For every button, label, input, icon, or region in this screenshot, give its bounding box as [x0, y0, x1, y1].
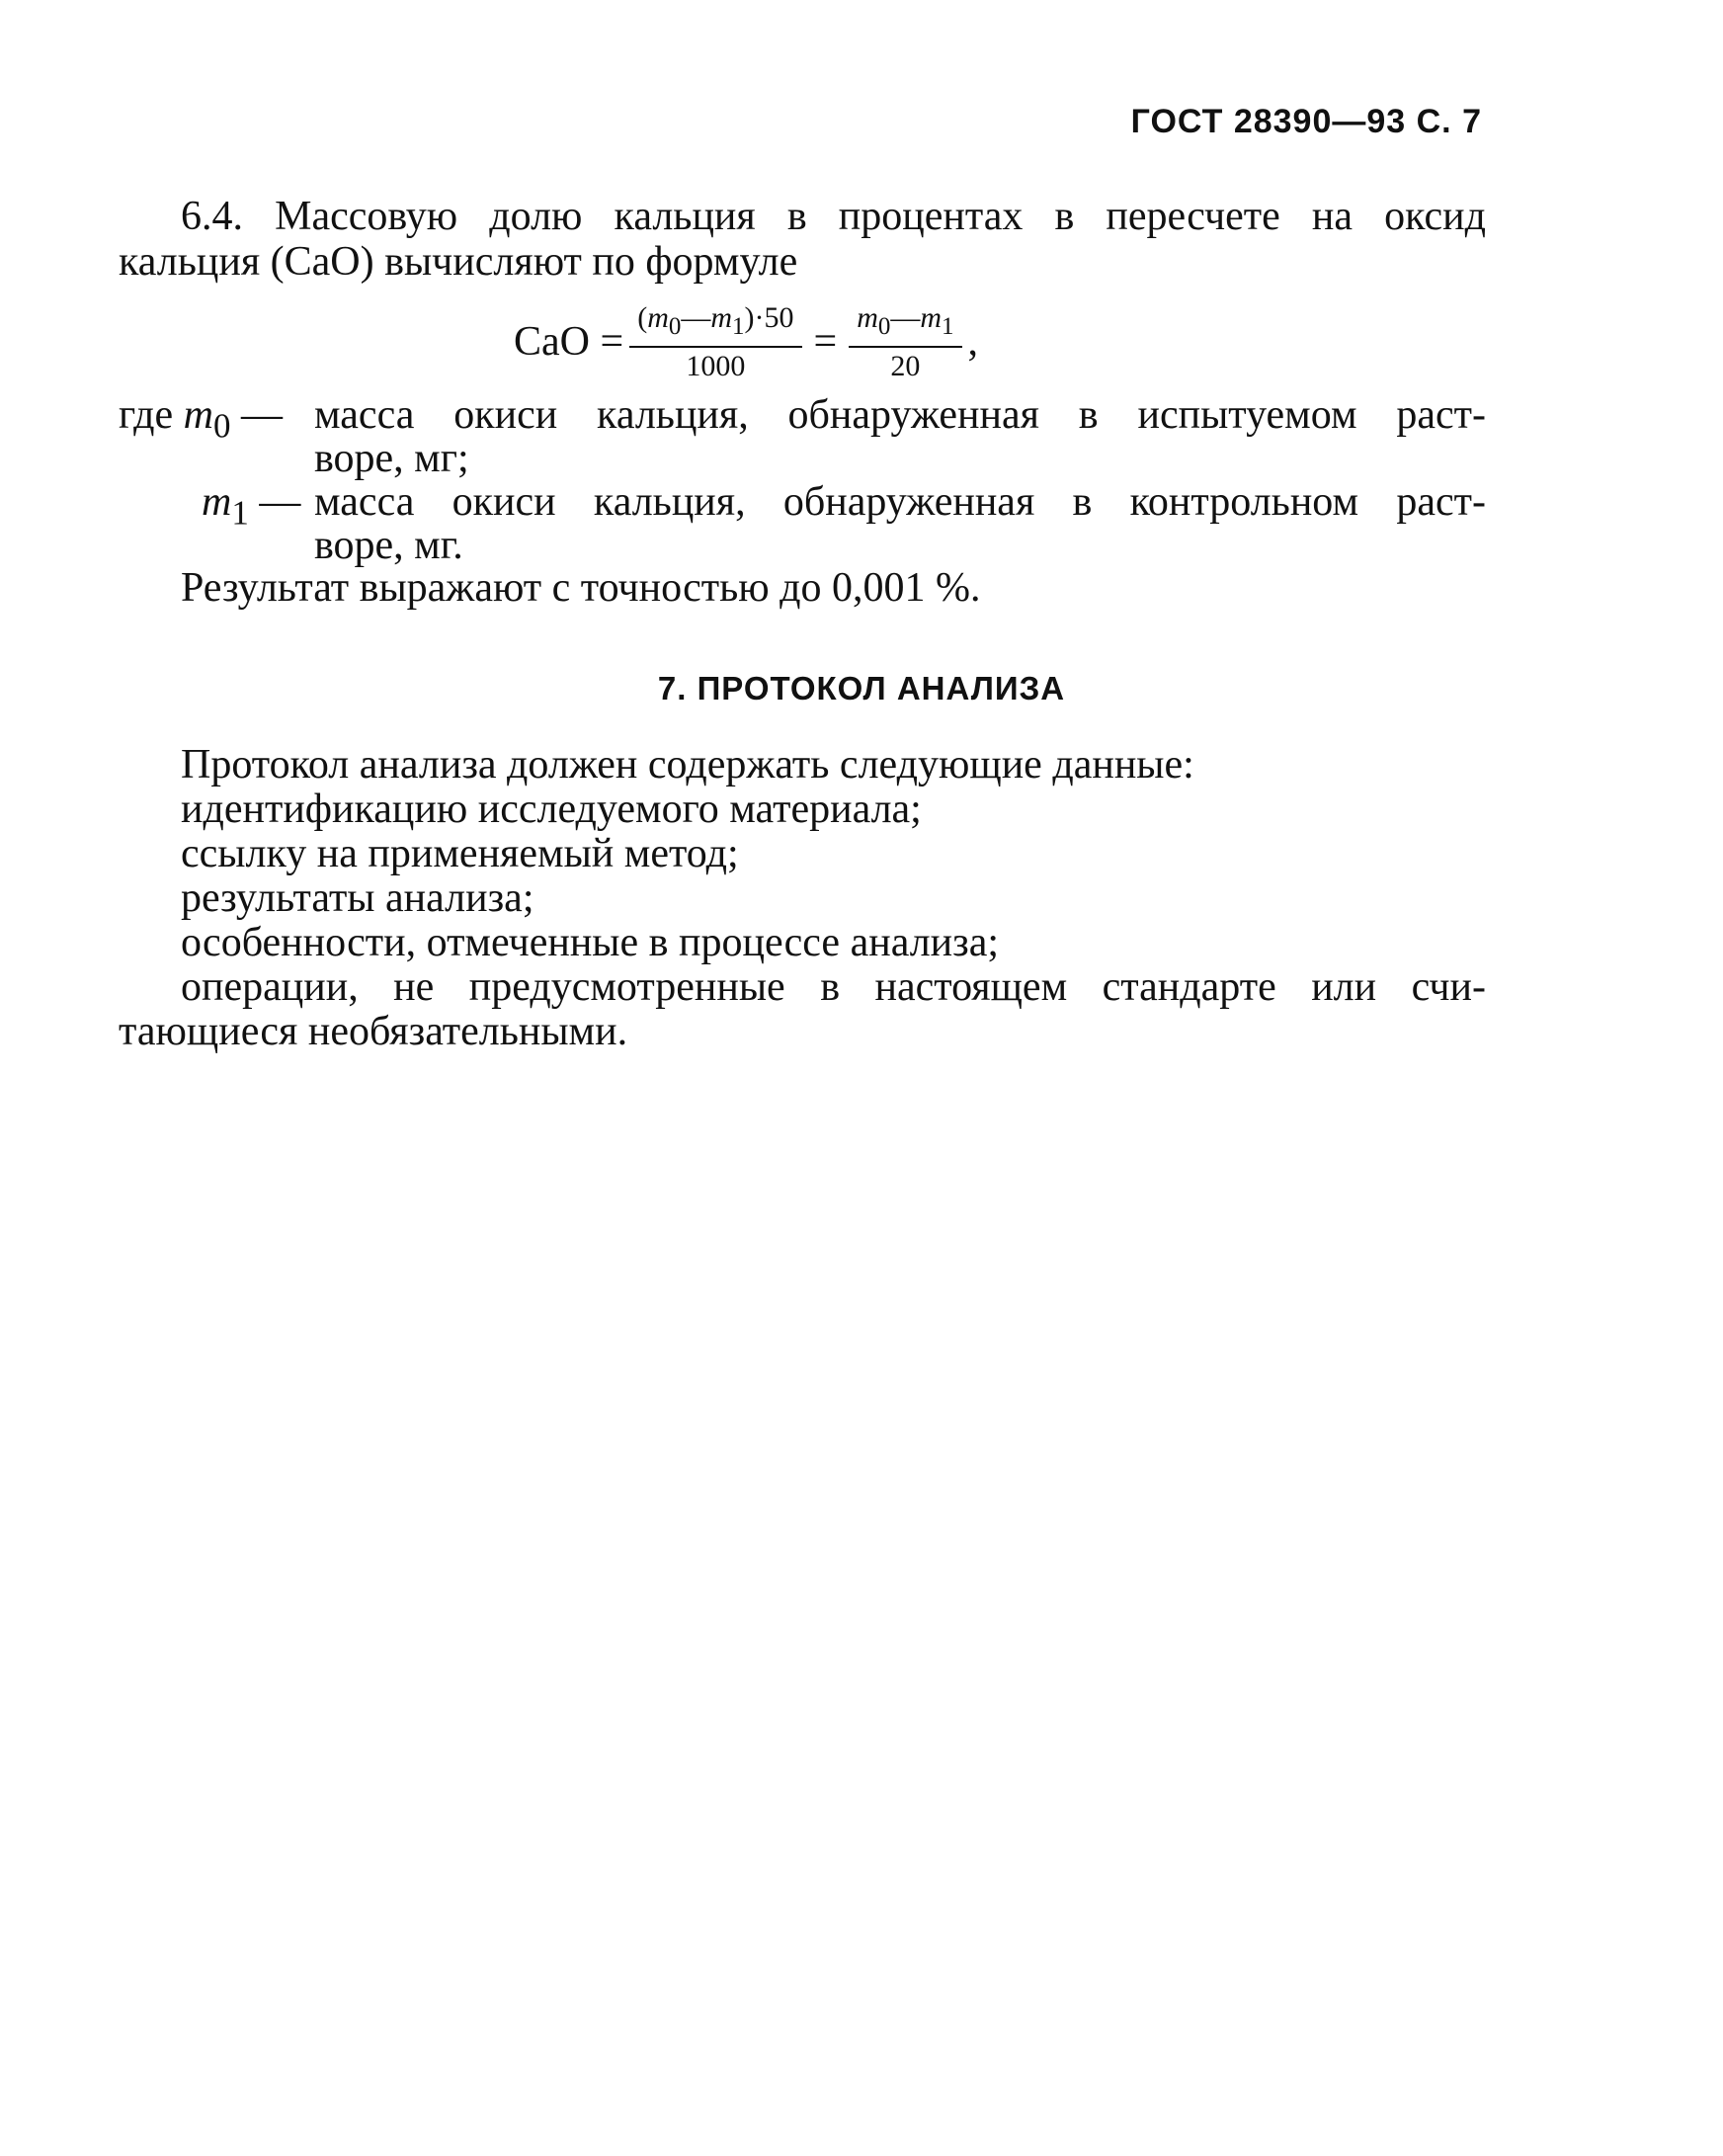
- result-precision-note: Результат выражают с точностью до 0,001 %.: [181, 565, 981, 611]
- formula-fraction-1-numerator: $(m_0—m_1)\cdot 50$: [629, 301, 801, 348]
- protocol-item: особенности, отмеченные в процессе анализа;: [181, 920, 1000, 965]
- formula-fraction-2-denominator: 20: [890, 349, 921, 382]
- paragraph-6-4-line1: 6.4. Массовую долю кальция в процентах в пересчете на оксид: [181, 194, 1486, 239]
- definition-m1-text: масса окиси кальция, обнаруженная в контрольном раст- воре, мг.: [314, 479, 1486, 568]
- section-7-heading: 7. ПРОТОКОЛ АНАЛИЗА: [657, 670, 1066, 706]
- formula-equals: =: [813, 319, 838, 365]
- definition-m1-lead: $m_1$ —: [202, 479, 301, 533]
- protocol-intro: Протокол анализа должен содержать следующие данные:: [181, 742, 1194, 788]
- protocol-item: результаты анализа;: [181, 875, 534, 921]
- page-header: ГОСТ 28390—93 С. 7: [1130, 103, 1482, 140]
- protocol-item: идентификацию исследуемого материала;: [181, 787, 922, 832]
- definition-m0: [119, 393, 1486, 484]
- formula-fraction-2: [849, 301, 961, 383]
- protocol-item: ссылку на применяемый метод;: [181, 831, 739, 876]
- protocol-item-last-line2: тающиеся необязательными.: [119, 1009, 628, 1054]
- formula-fraction-2-numerator: $m_0—m_1$: [849, 301, 961, 348]
- definition-m0-lead: где $m_0$ —: [119, 392, 283, 446]
- definition-m1: [119, 480, 1486, 571]
- protocol-item-last-line1: операции, не предусмотренные в настоящем стандарте или счи-: [181, 964, 1486, 1010]
- formula-fraction-1: [629, 301, 801, 383]
- formula-lhs: CaO =: [514, 319, 624, 365]
- definition-m0-text: масса окиси кальция, обнаруженная в испытуемом раст- воре, мг;: [314, 392, 1486, 481]
- formula-fraction-1-denominator: 1000: [686, 349, 746, 382]
- paragraph-6-4-line2: кальция (CaO) вычисляют по формуле: [119, 239, 798, 285]
- formula-trailing-comma: ,: [967, 319, 979, 365]
- calcium-oxide-formula: [514, 292, 978, 391]
